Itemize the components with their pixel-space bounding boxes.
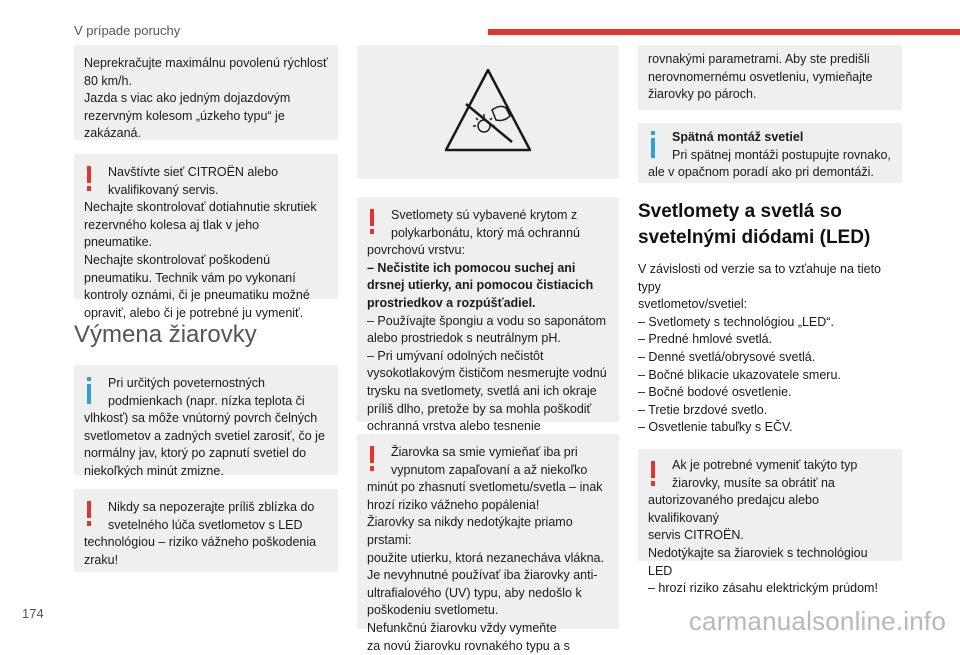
header-accent-bar [488,29,960,35]
text-line: rezervného kolesa aj tlak v jeho pneumatike. [84,217,260,250]
page-number: 174 [22,606,44,621]
section-title-line: Svetlomety a svetlá so [638,201,842,222]
text-line: za novú žiarovku rovnakého typu a s [367,638,570,653]
exclamation-icon [367,446,377,472]
text-line: Žiarovky sa nikdy nedotýkajte priamo prstami: [367,515,573,547]
no-touch-bulb-icon [440,64,536,160]
page-header-title: V prípade poruchy [74,23,181,38]
list-item: – Bočné blikacie ukazovatele smeru. [638,367,841,382]
list-item: – Denné svetlá/obrysové svetlá. [638,349,816,364]
text-line: ultrafialového (UV) typu, aby nedošlo k [367,585,582,600]
info-icon [649,131,657,159]
text-line: Nikdy sa nepozerajte príliš zblízka do [108,500,315,514]
exclamation-icon [84,501,94,527]
text-line: poškodeniu svetlometu. [367,603,499,618]
text-line: – Nečistite ich pomocou suchej ani [367,260,576,275]
text-line: žiarovky po pároch. [648,87,757,102]
watermark: carmanualsonline.info [688,606,946,636]
text-line: Pri určitých poveternostných [108,376,266,390]
text-line: Žiarovka sa smie vymieňať iba pri [391,445,578,459]
list-item: – Predné hmlové svetlá. [638,332,773,347]
text-line: prostriedkov a rozpúšťadiel. [367,295,536,310]
text-line: opraviť, alebo či je potrebné ju vymeniť. [84,305,304,320]
text-line: kvalifikovaný servis. [108,182,219,197]
text-line: Pri spätnej montáži postupujte rovnako, [672,147,891,162]
led-lights-list [638,261,902,437]
exclamation-icon [367,209,377,235]
text-line: vysokotlakovým čističom nesmerujte vodnú [367,366,607,381]
text-line: Nechajte skontrolovať poškodenú [84,252,271,267]
column-left [74,45,338,572]
illustration-box [357,45,619,179]
info-box-condensation [74,365,338,478]
text-line: ale v opačnom poradí ako pri demontáži. [648,165,874,180]
info-icon [85,377,93,405]
text-line: hrozí riziko vážneho popálenia! [367,497,540,512]
text-line: alebo prostriedok s neutrálnym pH. [367,331,561,346]
text-line: minút po zhasnutí svetlometu/svetla – inak [367,480,603,495]
text-line: zakázaná. [84,126,141,141]
text-line: Neprekračujte maximálnu povolenú rýchlosť [84,56,328,70]
warning-box-bulb-handling [357,434,619,653]
text-line: podmienkach (napr. nízka teplota či [108,393,305,408]
text-line: trysku na svetlomety, svetlá ani ich okraje [367,383,597,398]
text-line: svetlometov a zadných svetiel zarosiť, čo je [84,428,325,443]
text-line: Navštívte sieť CITROËN alebo [108,165,279,179]
text-line: pneumatiku. Technik vám po vykonaní [84,270,296,285]
text-line: – Používajte špongiu a vodu so saponátom [367,313,607,328]
exclamation-icon [648,461,658,487]
info-box-reassembly [638,123,902,183]
text-line: použite utierku, ktorá nezanecháva vlákna. [367,550,604,565]
text-line: – hrozí riziko zásahu elektrickým prúdom! [648,581,878,596]
section-title-led-lights [638,199,902,255]
text-line: príliš dlho, pretože by sa mohla poškodiť [367,401,592,416]
column-middle [357,45,619,653]
text-line: vlhkosť) sa môže vnútorný povrch čelných [84,411,318,426]
text-line: niekoľkých minút zmizne. [84,463,224,478]
text-line: svetlometov/svetiel: [638,297,748,312]
text-line: polykarbonátu, ktorý má ochrannú [391,225,580,240]
text-line: Ak je potrebné vymeniť takýto typ [672,457,858,472]
warning-box-led-replacement [638,449,902,596]
list-item: – Osvetlenie tabuľky s EČV. [638,420,793,435]
text-line: Jazda s viac ako jedným dojazdovým [84,91,291,106]
note-box-continuation [638,45,902,110]
text-line: ochranná vrstva alebo tesnenie [367,419,541,434]
text-line: zraku! [84,552,119,567]
section-title-line: svetelnými diódami (LED) [638,227,871,248]
list-item: – Svetlomety s technológiou „LED“. [638,314,834,329]
info-box-title: Spätná montáž svetiel [672,130,804,144]
text-line: žiarovky, musíte sa obrátiť na [672,475,835,490]
warning-box-service [74,154,338,320]
text-line: Nedotýkajte sa žiaroviek s technológiou LED [648,545,868,578]
text-line: Nefunkčnú žiarovku vždy vymeňte [367,620,557,635]
list-item: – Tretie brzdové svetlo. [638,402,768,417]
text-line: rovnakými parametrami. Aby ste predišli [648,52,870,66]
text-line: autorizovaného predajcu alebo kvalifikovaný [648,493,819,525]
text-line: Svetlomety sú vybavené krytom z [391,208,578,222]
note-box-spare-wheel [74,45,338,140]
section-title-bulb-replacement: Výmena žiarovky [74,321,257,348]
exclamation-icon [84,166,94,192]
text-line: – Pri umývaní odolných nečistôt [367,348,544,363]
list-item: – Bočné bodové osvetlenie. [638,385,792,400]
text-line: technológiou – riziko vážneho poškodenia [84,535,317,550]
text-line: V závislosti od verzie sa to vzťahuje na tieto typy [638,262,882,294]
text-line: servis CITROËN. [648,528,744,543]
warning-box-polycarbonate [357,197,619,434]
text-line: svetelného lúča svetlometov s LED [108,517,303,532]
text-line: Je nevyhnutné používať iba žiarovky anti- [367,568,598,583]
text-line: drsnej utierky, ani pomocou čistiacich [367,278,594,293]
warning-box-led-beam [74,489,338,572]
column-right [638,45,902,596]
text-line: Nechajte skontrolovať dotiahnutie skrutiek [84,200,317,215]
text-line: 80 km/h. [84,73,132,88]
text-line: rezervným kolesom „úzkeho typu“ je [84,108,285,123]
text-line: povrchovú vrstvu: [367,243,465,258]
text-line: kontroly oznámi, či je pneumatiku možné [84,288,310,303]
text-line: normálny jav, ktorý po zapnutí svetiel do [84,446,307,461]
text-line: vypnutom zapaľovaní a až niekoľko [391,462,588,477]
text-line: nerovnomernému osvetleniu, vymieňajte [648,69,873,84]
